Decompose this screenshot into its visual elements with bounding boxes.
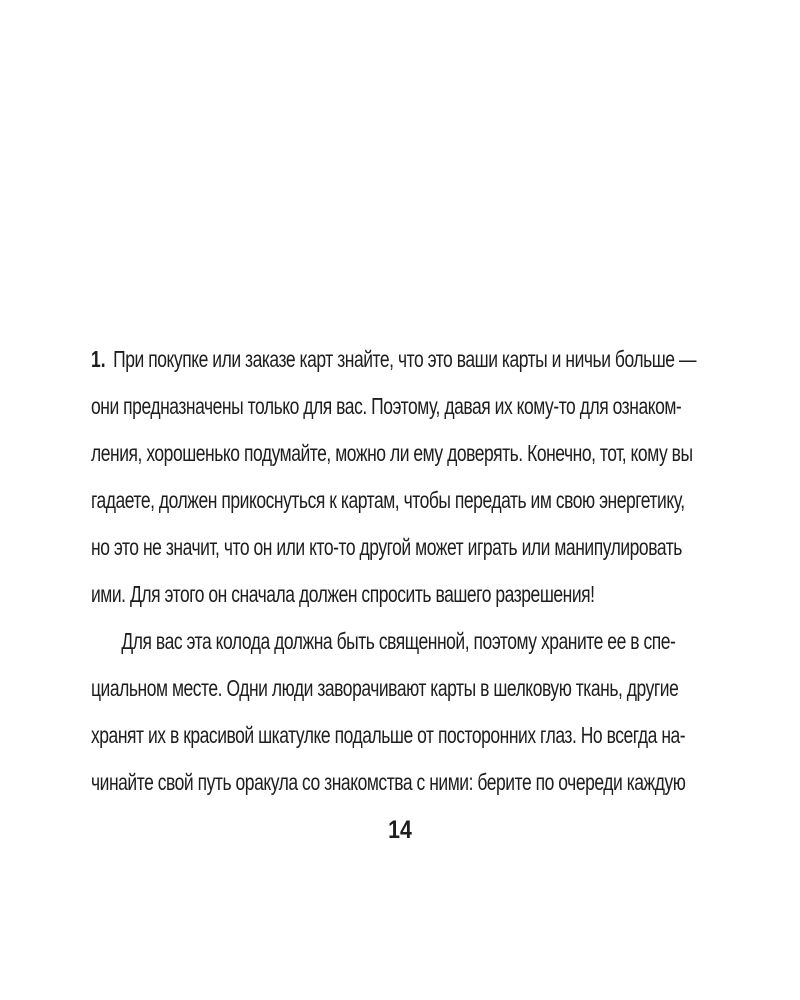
text-line: Для вас эта колода должна быть священной, поэтому храните ее в спе- — [121, 628, 676, 654]
text-line: они предназначены только для вас. Поэтому, давая их кому-то для ознаком- — [91, 393, 682, 419]
page-number: 14 — [388, 816, 412, 844]
paragraph-2 — [91, 618, 741, 806]
text-line: чинайте свой путь оракула со знакомства с ними: берите по очереди каждую — [91, 769, 686, 795]
body-text — [91, 336, 741, 806]
text-line: хранят их в красивой шкатулке подальше от посторонних глаз. Но всегда на- — [91, 722, 686, 748]
list-number: 1. — [91, 346, 106, 372]
text-line: гадаете, должен прикоснуться к картам, чтобы передать им свою энергетику, — [91, 487, 685, 513]
text-line: ления, хорошенько подумайте, можно ли ему доверять. Конечно, тот, кому вы — [91, 440, 693, 466]
paragraph-1 — [91, 336, 741, 618]
text-line: циальном месте. Одни люди заворачивают карты в шелковую ткань, другие — [91, 675, 679, 701]
text-line: но это не значит, что он или кто-то другой может играть или манипулировать — [91, 534, 682, 560]
text-line — [91, 336, 696, 383]
text-line: ими. Для этого он сначала должен спросить вашего разрешения! — [91, 581, 595, 607]
line-text: При покупке или заказе карт знайте, что это ваши карты и ничьи больше — — [113, 346, 696, 372]
